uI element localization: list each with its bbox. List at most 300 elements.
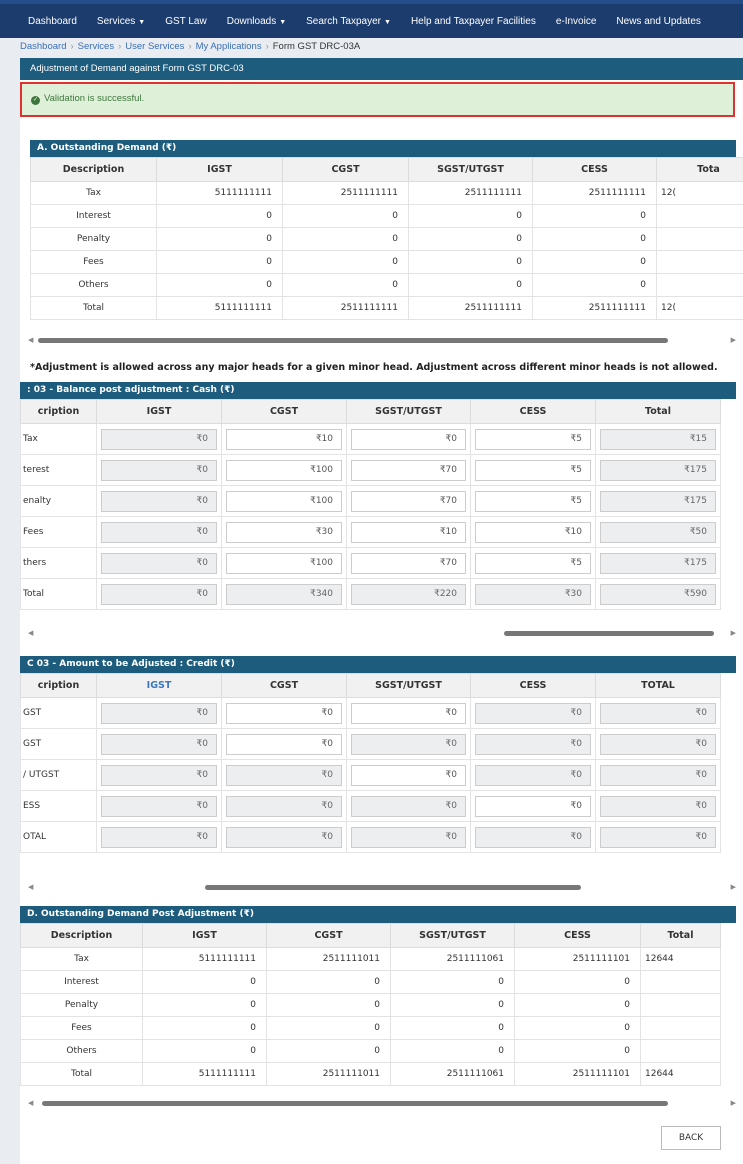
cell-value: 0 bbox=[157, 228, 283, 251]
row-label: enalty bbox=[21, 486, 97, 517]
caret-down-icon: ▼ bbox=[384, 18, 391, 26]
amount-readonly-field: ₹0 bbox=[101, 491, 217, 512]
cell-value: 2511111011 bbox=[267, 948, 391, 971]
cell-value: 0 bbox=[157, 274, 283, 297]
row-label: ESS bbox=[21, 791, 97, 822]
column-header: Tota bbox=[657, 158, 743, 182]
amount-readonly-field: ₹0 bbox=[600, 703, 716, 724]
scroll-thumb[interactable] bbox=[38, 338, 668, 343]
nav-item-label: Downloads bbox=[226, 15, 277, 27]
cell-value: 0 bbox=[143, 1040, 267, 1063]
table-row bbox=[21, 517, 721, 548]
input-cell bbox=[222, 548, 347, 579]
amount-input[interactable]: ₹100 bbox=[226, 553, 342, 574]
input-cell bbox=[471, 579, 596, 610]
nav-item-search-taxpayer[interactable] bbox=[296, 16, 401, 27]
column-header: CESS bbox=[533, 158, 657, 182]
table-row bbox=[21, 994, 721, 1017]
row-label: Interest bbox=[21, 971, 143, 994]
amount-input[interactable]: ₹0 bbox=[351, 429, 466, 450]
row-label: terest bbox=[21, 455, 97, 486]
input-cell bbox=[347, 517, 471, 548]
table-d-scrollbar[interactable] bbox=[28, 1098, 736, 1108]
table-row bbox=[21, 1040, 721, 1063]
breadcrumb-separator: › bbox=[118, 41, 122, 52]
row-label: Tax bbox=[21, 948, 143, 971]
table-b-scrollbar[interactable] bbox=[28, 628, 736, 638]
breadcrumb-my-applications[interactable]: My Applications bbox=[195, 41, 262, 52]
column-header: IGST bbox=[157, 158, 283, 182]
cell-value: 0 bbox=[533, 274, 657, 297]
cell-value: 0 bbox=[143, 994, 267, 1017]
amount-readonly-field: ₹340 bbox=[226, 584, 342, 605]
nav-item-label: Help and Taxpayer Facilities bbox=[410, 15, 536, 27]
breadcrumb-dashboard[interactable]: Dashboard bbox=[20, 41, 67, 52]
table-row bbox=[21, 579, 721, 610]
cell-value: 12644 bbox=[641, 948, 721, 971]
breadcrumb-separator: › bbox=[265, 41, 269, 52]
scroll-thumb[interactable] bbox=[42, 1101, 668, 1106]
input-cell bbox=[471, 729, 596, 760]
cell-value: 0 bbox=[283, 251, 409, 274]
cell-value: 2511111111 bbox=[533, 297, 657, 320]
amount-readonly-field: ₹590 bbox=[600, 584, 716, 605]
section-d-title: D. Outstanding Demand Post Adjustment (₹) bbox=[20, 906, 736, 923]
column-header: CGST bbox=[267, 924, 391, 948]
table-row bbox=[21, 548, 721, 579]
panel-title: Adjustment of Demand against Form GST DRC-03 bbox=[20, 58, 743, 80]
scroll-right-arrow-icon[interactable]: ▶ bbox=[730, 883, 736, 891]
amount-readonly-field: ₹0 bbox=[351, 827, 466, 848]
scroll-left-arrow-icon[interactable]: ◀ bbox=[28, 336, 34, 344]
input-cell bbox=[596, 486, 721, 517]
cell-value: 2511111111 bbox=[283, 182, 409, 205]
input-cell bbox=[222, 424, 347, 455]
cell-value: 0 bbox=[533, 205, 657, 228]
amount-input[interactable]: ₹5 bbox=[475, 491, 591, 512]
input-cell bbox=[222, 455, 347, 486]
input-cell bbox=[347, 760, 471, 791]
column-header: Total bbox=[596, 400, 721, 424]
column-header: IGST bbox=[143, 924, 267, 948]
input-cell bbox=[471, 698, 596, 729]
row-label: Tax bbox=[21, 424, 97, 455]
breadcrumb-separator: › bbox=[188, 41, 192, 52]
cell-value: 0 bbox=[143, 1017, 267, 1040]
column-header: CGST bbox=[222, 400, 347, 424]
cash-balance-table bbox=[20, 399, 721, 610]
cell-value: 12( bbox=[657, 297, 743, 320]
amount-readonly-field: ₹0 bbox=[101, 734, 217, 755]
nav-item-e-invoice[interactable] bbox=[546, 16, 607, 27]
cell-value: 0 bbox=[515, 971, 641, 994]
table-row bbox=[31, 228, 743, 251]
input-cell bbox=[596, 517, 721, 548]
scroll-right-arrow-icon[interactable]: ▶ bbox=[730, 1099, 736, 1107]
cell-value bbox=[657, 228, 743, 251]
post-adjustment-demand-table bbox=[20, 923, 721, 1086]
breadcrumb-form-gst-drc-03a: Form GST DRC-03A bbox=[272, 41, 361, 52]
nav-item-news-and-updates[interactable] bbox=[606, 16, 711, 27]
cell-value: 2511111101 bbox=[515, 948, 641, 971]
input-cell bbox=[596, 455, 721, 486]
scroll-thumb[interactable] bbox=[205, 885, 581, 890]
cell-value: 0 bbox=[409, 274, 533, 297]
row-label: OTAL bbox=[21, 822, 97, 853]
breadcrumb-separator: › bbox=[70, 41, 74, 52]
amount-readonly-field: ₹0 bbox=[101, 703, 217, 724]
input-cell bbox=[97, 822, 222, 853]
amount-input[interactable]: ₹0 bbox=[226, 703, 342, 724]
outstanding-demand-table bbox=[30, 157, 743, 320]
scroll-left-arrow-icon[interactable]: ◀ bbox=[28, 883, 34, 891]
cell-value: 12644 bbox=[641, 1063, 721, 1086]
cell-value bbox=[657, 274, 743, 297]
input-cell bbox=[97, 760, 222, 791]
cell-value: 2511111111 bbox=[283, 297, 409, 320]
table-row bbox=[21, 424, 721, 455]
input-cell bbox=[471, 548, 596, 579]
caret-down-icon: ▼ bbox=[279, 18, 287, 26]
amount-readonly-field: ₹0 bbox=[475, 703, 591, 724]
column-header: IGST bbox=[97, 400, 222, 424]
input-cell bbox=[471, 455, 596, 486]
header-row bbox=[21, 674, 721, 698]
cell-value: 0 bbox=[409, 205, 533, 228]
input-cell bbox=[97, 424, 222, 455]
column-header: SGST/UTGST bbox=[409, 158, 533, 182]
column-header: SGST/UTGST bbox=[347, 400, 471, 424]
input-cell bbox=[471, 424, 596, 455]
top-navigation bbox=[0, 0, 743, 38]
table-row bbox=[21, 822, 721, 853]
nav-item-help-and-taxpayer-facilities[interactable] bbox=[401, 16, 546, 27]
nav-item-dashboard[interactable] bbox=[18, 16, 87, 27]
column-header: CGST bbox=[222, 674, 347, 698]
input-cell bbox=[471, 822, 596, 853]
row-label: Total bbox=[21, 1063, 143, 1086]
table-row bbox=[21, 698, 721, 729]
input-cell bbox=[347, 486, 471, 517]
amount-input[interactable]: ₹10 bbox=[351, 522, 466, 543]
input-cell bbox=[97, 486, 222, 517]
row-label: GST bbox=[21, 729, 97, 760]
caret-down-icon: ▼ bbox=[138, 18, 146, 26]
cell-value bbox=[657, 251, 743, 274]
cell-value: 0 bbox=[391, 971, 515, 994]
row-label: Total bbox=[31, 297, 157, 320]
back-button[interactable]: BACK bbox=[661, 1126, 721, 1150]
column-header: cription bbox=[21, 674, 97, 698]
amount-readonly-field: ₹0 bbox=[600, 796, 716, 817]
column-header: SGST/UTGST bbox=[347, 674, 471, 698]
input-cell bbox=[347, 698, 471, 729]
table-row bbox=[21, 948, 721, 971]
section-b-title: : 03 - Balance post adjustment : Cash (₹) bbox=[20, 382, 736, 399]
cell-value: 2511111011 bbox=[267, 1063, 391, 1086]
input-cell bbox=[222, 517, 347, 548]
cell-value: 0 bbox=[515, 1017, 641, 1040]
table-row bbox=[21, 455, 721, 486]
input-cell bbox=[222, 579, 347, 610]
table-row bbox=[31, 297, 743, 320]
nav-item-label: e-Invoice bbox=[555, 15, 597, 27]
amount-readonly-field: ₹0 bbox=[475, 734, 591, 755]
input-cell bbox=[97, 579, 222, 610]
input-cell bbox=[347, 455, 471, 486]
scroll-right-arrow-icon[interactable]: ▶ bbox=[730, 336, 736, 344]
amount-input[interactable]: ₹5 bbox=[475, 460, 591, 481]
check-circle-icon: ✓ bbox=[32, 97, 39, 103]
amount-readonly-field: ₹15 bbox=[600, 429, 716, 450]
input-cell bbox=[222, 791, 347, 822]
input-cell bbox=[222, 729, 347, 760]
input-cell bbox=[97, 455, 222, 486]
cell-value: 0 bbox=[391, 1040, 515, 1063]
amount-input[interactable]: ₹70 bbox=[351, 553, 466, 574]
cell-value: 0 bbox=[409, 228, 533, 251]
amount-input[interactable]: ₹0 bbox=[351, 765, 466, 786]
input-cell bbox=[97, 698, 222, 729]
amount-readonly-field: ₹0 bbox=[101, 796, 217, 817]
breadcrumb-services[interactable]: Services bbox=[77, 41, 115, 52]
input-cell bbox=[347, 729, 471, 760]
input-cell bbox=[596, 791, 721, 822]
header-row bbox=[21, 400, 721, 424]
amount-input[interactable]: ₹5 bbox=[475, 429, 591, 450]
amount-readonly-field: ₹0 bbox=[101, 584, 217, 605]
input-cell bbox=[222, 760, 347, 791]
nav-item-label: Services bbox=[96, 15, 136, 27]
amount-input[interactable]: ₹5 bbox=[475, 553, 591, 574]
alert-text: Validation is successful. bbox=[44, 93, 145, 104]
cell-value: 2511111111 bbox=[409, 297, 533, 320]
input-cell bbox=[471, 517, 596, 548]
nav-item-downloads[interactable] bbox=[217, 16, 296, 27]
cell-value: 2511111111 bbox=[409, 182, 533, 205]
input-cell bbox=[347, 579, 471, 610]
cell-value bbox=[641, 971, 721, 994]
table-row bbox=[21, 486, 721, 517]
amount-readonly-field: ₹175 bbox=[600, 460, 716, 481]
validation-alert bbox=[20, 82, 735, 117]
cell-value: 0 bbox=[533, 251, 657, 274]
amount-input[interactable]: ₹100 bbox=[226, 491, 342, 512]
table-row bbox=[31, 205, 743, 228]
cell-value: 0 bbox=[267, 1040, 391, 1063]
row-label: Others bbox=[21, 1040, 143, 1063]
nav-item-gst-law[interactable] bbox=[155, 16, 217, 27]
column-header: TOTAL bbox=[596, 674, 721, 698]
cell-value bbox=[641, 1040, 721, 1063]
scroll-right-arrow-icon[interactable]: ▶ bbox=[730, 629, 736, 637]
scroll-thumb[interactable] bbox=[504, 631, 714, 636]
breadcrumb bbox=[20, 41, 360, 55]
cell-value: 0 bbox=[157, 251, 283, 274]
amount-readonly-field: ₹0 bbox=[226, 827, 342, 848]
cell-value: 2511111111 bbox=[533, 182, 657, 205]
amount-readonly-field: ₹0 bbox=[351, 796, 466, 817]
amount-readonly-field: ₹0 bbox=[101, 460, 217, 481]
cell-value: 0 bbox=[157, 205, 283, 228]
cell-value: 0 bbox=[533, 228, 657, 251]
header-row bbox=[21, 924, 721, 948]
scroll-left-arrow-icon[interactable]: ◀ bbox=[28, 629, 34, 637]
cell-value: 2511111061 bbox=[391, 948, 515, 971]
amount-input[interactable]: ₹0 bbox=[475, 796, 591, 817]
amount-readonly-field: ₹220 bbox=[351, 584, 466, 605]
input-cell bbox=[222, 486, 347, 517]
amount-input[interactable]: ₹10 bbox=[475, 522, 591, 543]
cell-value: 5111111111 bbox=[157, 182, 283, 205]
nav-item-services[interactable] bbox=[87, 16, 155, 27]
row-label: Tax bbox=[31, 182, 157, 205]
column-header: Description bbox=[21, 924, 143, 948]
column-header: Total bbox=[641, 924, 721, 948]
row-label: GST bbox=[21, 698, 97, 729]
adjustment-note: *Adjustment is allowed across any major heads for a given minor head. Adjustment across different minor heads is not allowed. bbox=[30, 362, 718, 373]
cell-value: 0 bbox=[267, 971, 391, 994]
row-label: Penalty bbox=[21, 994, 143, 1017]
cell-value: 5111111111 bbox=[143, 948, 267, 971]
amount-input[interactable]: ₹0 bbox=[351, 703, 466, 724]
column-header: SGST/UTGST bbox=[391, 924, 515, 948]
amount-readonly-field: ₹0 bbox=[101, 522, 217, 543]
amount-readonly-field: ₹175 bbox=[600, 553, 716, 574]
section-a-title: A. Outstanding Demand (₹) bbox=[30, 140, 736, 157]
input-cell bbox=[347, 822, 471, 853]
amount-readonly-field: ₹0 bbox=[475, 765, 591, 786]
nav-item-label: News and Updates bbox=[616, 15, 701, 27]
input-cell bbox=[596, 424, 721, 455]
column-header: IGST bbox=[97, 674, 222, 698]
main-content bbox=[20, 58, 743, 1164]
amount-readonly-field: ₹0 bbox=[600, 765, 716, 786]
input-cell bbox=[471, 791, 596, 822]
row-label: Penalty bbox=[31, 228, 157, 251]
amount-input[interactable]: ₹70 bbox=[351, 460, 466, 481]
input-cell bbox=[97, 517, 222, 548]
scroll-left-arrow-icon[interactable]: ◀ bbox=[28, 1099, 34, 1107]
row-label: Interest bbox=[31, 205, 157, 228]
input-cell bbox=[471, 760, 596, 791]
row-label: Fees bbox=[31, 251, 157, 274]
amount-readonly-field: ₹0 bbox=[600, 827, 716, 848]
column-header: Description bbox=[31, 158, 157, 182]
credit-adjustment-table bbox=[20, 673, 721, 853]
input-cell bbox=[97, 791, 222, 822]
cell-value bbox=[641, 1017, 721, 1040]
cell-value: 12( bbox=[657, 182, 743, 205]
table-row bbox=[21, 760, 721, 791]
amount-readonly-field: ₹30 bbox=[475, 584, 591, 605]
table-c-scrollbar[interactable] bbox=[28, 882, 736, 892]
header-row bbox=[31, 158, 743, 182]
cell-value: 0 bbox=[391, 1017, 515, 1040]
cell-value: 0 bbox=[283, 274, 409, 297]
cell-value: 0 bbox=[283, 228, 409, 251]
cell-value: 0 bbox=[267, 1017, 391, 1040]
cell-value: 5111111111 bbox=[157, 297, 283, 320]
cell-value: 0 bbox=[515, 1040, 641, 1063]
amount-input[interactable]: ₹70 bbox=[351, 491, 466, 512]
column-header: CESS bbox=[471, 674, 596, 698]
input-cell bbox=[596, 698, 721, 729]
row-label: Fees bbox=[21, 1017, 143, 1040]
row-label: Others bbox=[31, 274, 157, 297]
cell-value: 0 bbox=[391, 994, 515, 1017]
amount-readonly-field: ₹0 bbox=[475, 827, 591, 848]
amount-readonly-field: ₹0 bbox=[226, 796, 342, 817]
table-row bbox=[21, 791, 721, 822]
amount-readonly-field: ₹0 bbox=[101, 827, 217, 848]
cell-value: 0 bbox=[515, 994, 641, 1017]
amount-readonly-field: ₹0 bbox=[101, 553, 217, 574]
input-cell bbox=[97, 548, 222, 579]
column-header: CGST bbox=[283, 158, 409, 182]
input-cell bbox=[596, 579, 721, 610]
input-cell bbox=[596, 729, 721, 760]
nav-item-label: Search Taxpayer bbox=[306, 15, 381, 27]
row-label: Fees bbox=[21, 517, 97, 548]
amount-readonly-field: ₹0 bbox=[226, 765, 342, 786]
cell-value: 5111111111 bbox=[143, 1063, 267, 1086]
input-cell bbox=[347, 424, 471, 455]
cell-value: 0 bbox=[283, 205, 409, 228]
amount-input[interactable]: ₹0 bbox=[226, 734, 342, 755]
table-row bbox=[21, 1017, 721, 1040]
amount-input[interactable]: ₹30 bbox=[226, 522, 342, 543]
amount-input[interactable]: ₹100 bbox=[226, 460, 342, 481]
column-header: CESS bbox=[471, 400, 596, 424]
amount-readonly-field: ₹0 bbox=[101, 429, 217, 450]
input-cell bbox=[347, 791, 471, 822]
table-row bbox=[21, 729, 721, 760]
amount-readonly-field: ₹175 bbox=[600, 491, 716, 512]
table-row bbox=[31, 182, 743, 205]
column-header: CESS bbox=[515, 924, 641, 948]
table-row bbox=[21, 971, 721, 994]
table-row bbox=[31, 274, 743, 297]
amount-readonly-field: ₹0 bbox=[351, 734, 466, 755]
nav-item-label: GST Law bbox=[165, 15, 207, 27]
amount-readonly-field: ₹50 bbox=[600, 522, 716, 543]
breadcrumb-user-services[interactable]: User Services bbox=[125, 41, 185, 52]
nav-item-label: Dashboard bbox=[28, 15, 77, 27]
amount-readonly-field: ₹0 bbox=[600, 734, 716, 755]
input-cell bbox=[596, 760, 721, 791]
input-cell bbox=[471, 486, 596, 517]
cell-value: 0 bbox=[409, 251, 533, 274]
input-cell bbox=[222, 822, 347, 853]
amount-input[interactable]: ₹10 bbox=[226, 429, 342, 450]
input-cell bbox=[222, 698, 347, 729]
row-label: Total bbox=[21, 579, 97, 610]
table-row bbox=[31, 251, 743, 274]
table-a-scrollbar[interactable] bbox=[28, 335, 736, 345]
section-c-title: C 03 - Amount to be Adjusted : Credit (₹) bbox=[20, 656, 736, 673]
input-cell bbox=[596, 548, 721, 579]
cell-value: 0 bbox=[143, 971, 267, 994]
cell-value: 2511111061 bbox=[391, 1063, 515, 1086]
row-label: thers bbox=[21, 548, 97, 579]
input-cell bbox=[347, 548, 471, 579]
cell-value: 2511111101 bbox=[515, 1063, 641, 1086]
input-cell bbox=[97, 729, 222, 760]
cell-value bbox=[641, 994, 721, 1017]
table-row bbox=[21, 1063, 721, 1086]
cell-value bbox=[657, 205, 743, 228]
